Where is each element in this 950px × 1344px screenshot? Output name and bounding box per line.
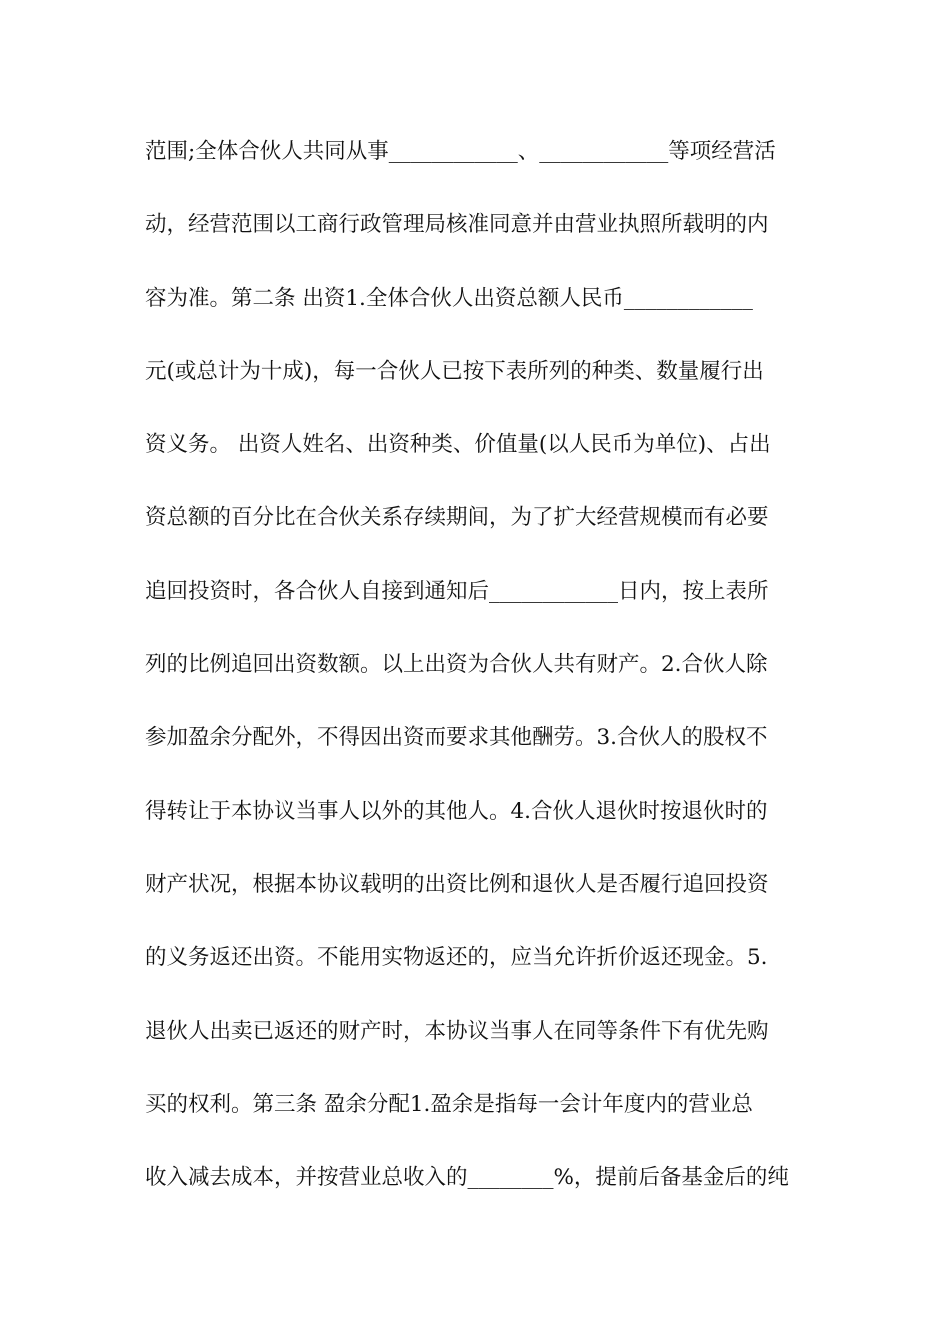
text-line: 元(或总计为十成)，每一合伙人已按下表所列的种类、数量履行出 bbox=[145, 358, 764, 384]
text-line: 财产状况，根据本协议载明的出资比例和退伙人是否履行追回投资 bbox=[145, 871, 769, 897]
text-line: 买的权利。第三条 盈余分配1.盈余是指每一会计年度内的营业总 bbox=[145, 1091, 753, 1117]
document-body bbox=[145, 132, 815, 1231]
text-line: 资总额的百分比在合伙关系存续期间，为了扩大经营规模而有必要 bbox=[145, 505, 769, 531]
text-line: 的义务返还出资。不能用实物返还的，应当允许折价返还现金。5. bbox=[145, 945, 768, 971]
text-line: 范围;全体合伙人共同从事____________、____________等项经营活 bbox=[145, 139, 776, 164]
text-line: 容为准。第二条 出资1.全体合伙人出资总额人民币____________ bbox=[145, 285, 753, 311]
text-line: 收入减去成本，并按营业总收入的________%，提前后备基金后的纯 bbox=[145, 1165, 789, 1191]
text-line: 参加盈余分配外，不得因出资而要求其他酬劳。3.合伙人的股权不 bbox=[145, 725, 768, 751]
text-line: 资义务。 出资人姓名、出资种类、价值量(以人民币为单位)、占出 bbox=[145, 432, 771, 458]
text-line: 追回投资时，各合伙人自接到通知后____________日内，按上表所 bbox=[145, 578, 769, 604]
text-line: 退伙人出卖已返还的财产时，本协议当事人在同等条件下有优先购 bbox=[145, 1018, 769, 1044]
text-line: 动，经营范围以工商行政管理局核准同意并由营业执照所载明的内 bbox=[145, 212, 769, 238]
text-line: 列的比例追回出资数额。以上出资为合伙人共有财产。2.合伙人除 bbox=[145, 652, 768, 678]
text-line: 得转让于本协议当事人以外的其他人。4.合伙人退伙时按退伙时的 bbox=[145, 798, 768, 824]
